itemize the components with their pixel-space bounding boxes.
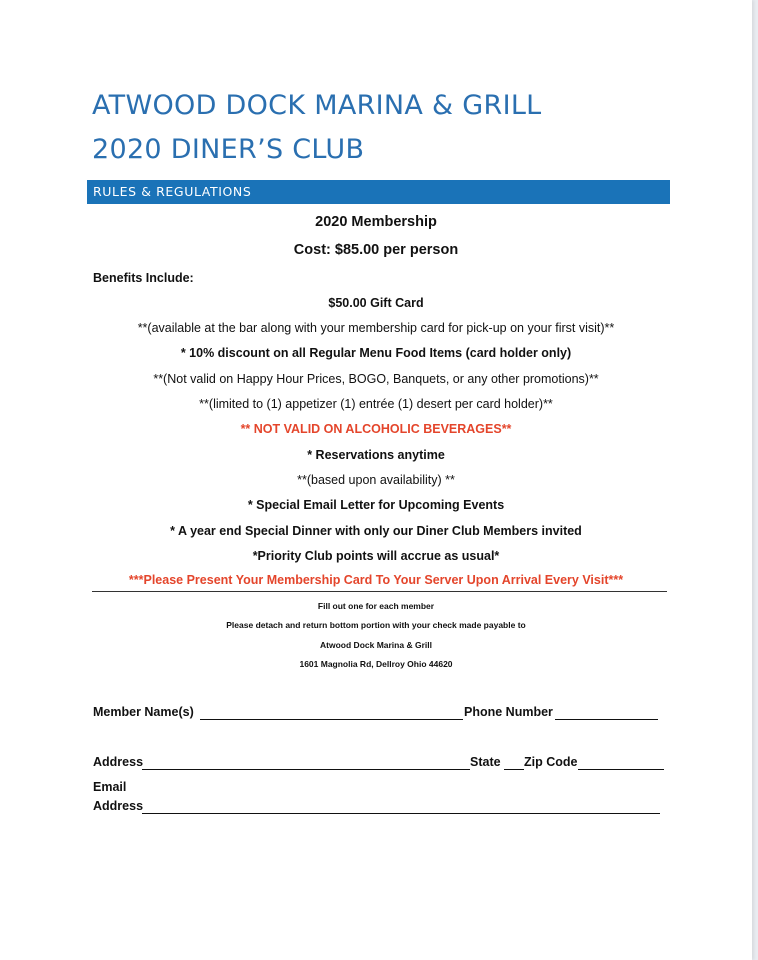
instruction-line: Fill out one for each member	[317, 601, 435, 611]
benefit-note: **(based upon availability) **	[297, 473, 455, 487]
address-field[interactable]	[142, 769, 470, 770]
present-card-notice: ***Please Present Your Membership Card To Your Server Upon Arrival Every Visit***	[128, 573, 624, 587]
page-subtitle: 2020 DINER’S CLUB	[92, 134, 365, 165]
benefit-note: **(Not valid on Happy Hour Prices, BOGO, Banquets, or any other promotions)**	[153, 372, 599, 386]
benefits-heading: Benefits Include:	[93, 271, 194, 285]
state-label: State	[470, 755, 501, 769]
membership-title: 2020 Membership	[315, 214, 437, 230]
address-label: Address	[93, 755, 144, 769]
banner-label: RULES & REGULATIONS	[93, 184, 252, 199]
page-title: ATWOOD DOCK MARINA & GRILL	[92, 90, 542, 121]
member-name-label: Member Name(s)	[93, 705, 194, 719]
zip-field[interactable]	[578, 769, 664, 770]
member-name-field[interactable]	[200, 719, 463, 720]
phone-field[interactable]	[555, 719, 658, 720]
instruction-address: 1601 Magnolia Rd, Dellroy Ohio 44620	[299, 659, 453, 669]
benefit-note: **(limited to (1) appetizer (1) entrée (1) desert per card holder)**	[199, 397, 553, 411]
benefit-note: **(available at the bar along with your membership card for pick-up on your first visit)**	[137, 321, 615, 335]
detach-divider	[92, 591, 667, 592]
benefit-dinner: * A year end Special Dinner with only our Diner Club Members invited	[170, 524, 582, 538]
zip-label: Zip Code	[524, 755, 578, 769]
email-field[interactable]	[142, 813, 660, 814]
benefit-reservations: * Reservations anytime	[307, 448, 445, 462]
instruction-line: Please detach and return bottom portion with your check made payable to	[226, 620, 526, 630]
phone-label: Phone Number	[464, 705, 553, 719]
instruction-payee: Atwood Dock Marina & Grill	[320, 640, 432, 650]
email-label-continued: Address	[93, 799, 144, 813]
membership-cost: Cost: $85.00 per person	[293, 242, 459, 258]
state-field[interactable]	[504, 769, 524, 770]
email-label: Email	[93, 780, 127, 794]
benefit-gift-card: $50.00 Gift Card	[328, 296, 424, 310]
benefit-priority-points: *Priority Club points will accrue as usual*	[252, 549, 500, 563]
section-banner	[87, 180, 670, 204]
benefit-discount: * 10% discount on all Regular Menu Food Items (card holder only)	[180, 346, 572, 360]
benefit-email: * Special Email Letter for Upcoming Events	[247, 498, 505, 512]
alcohol-warning: ** NOT VALID ON ALCOHOLIC BEVERAGES**	[240, 422, 512, 436]
